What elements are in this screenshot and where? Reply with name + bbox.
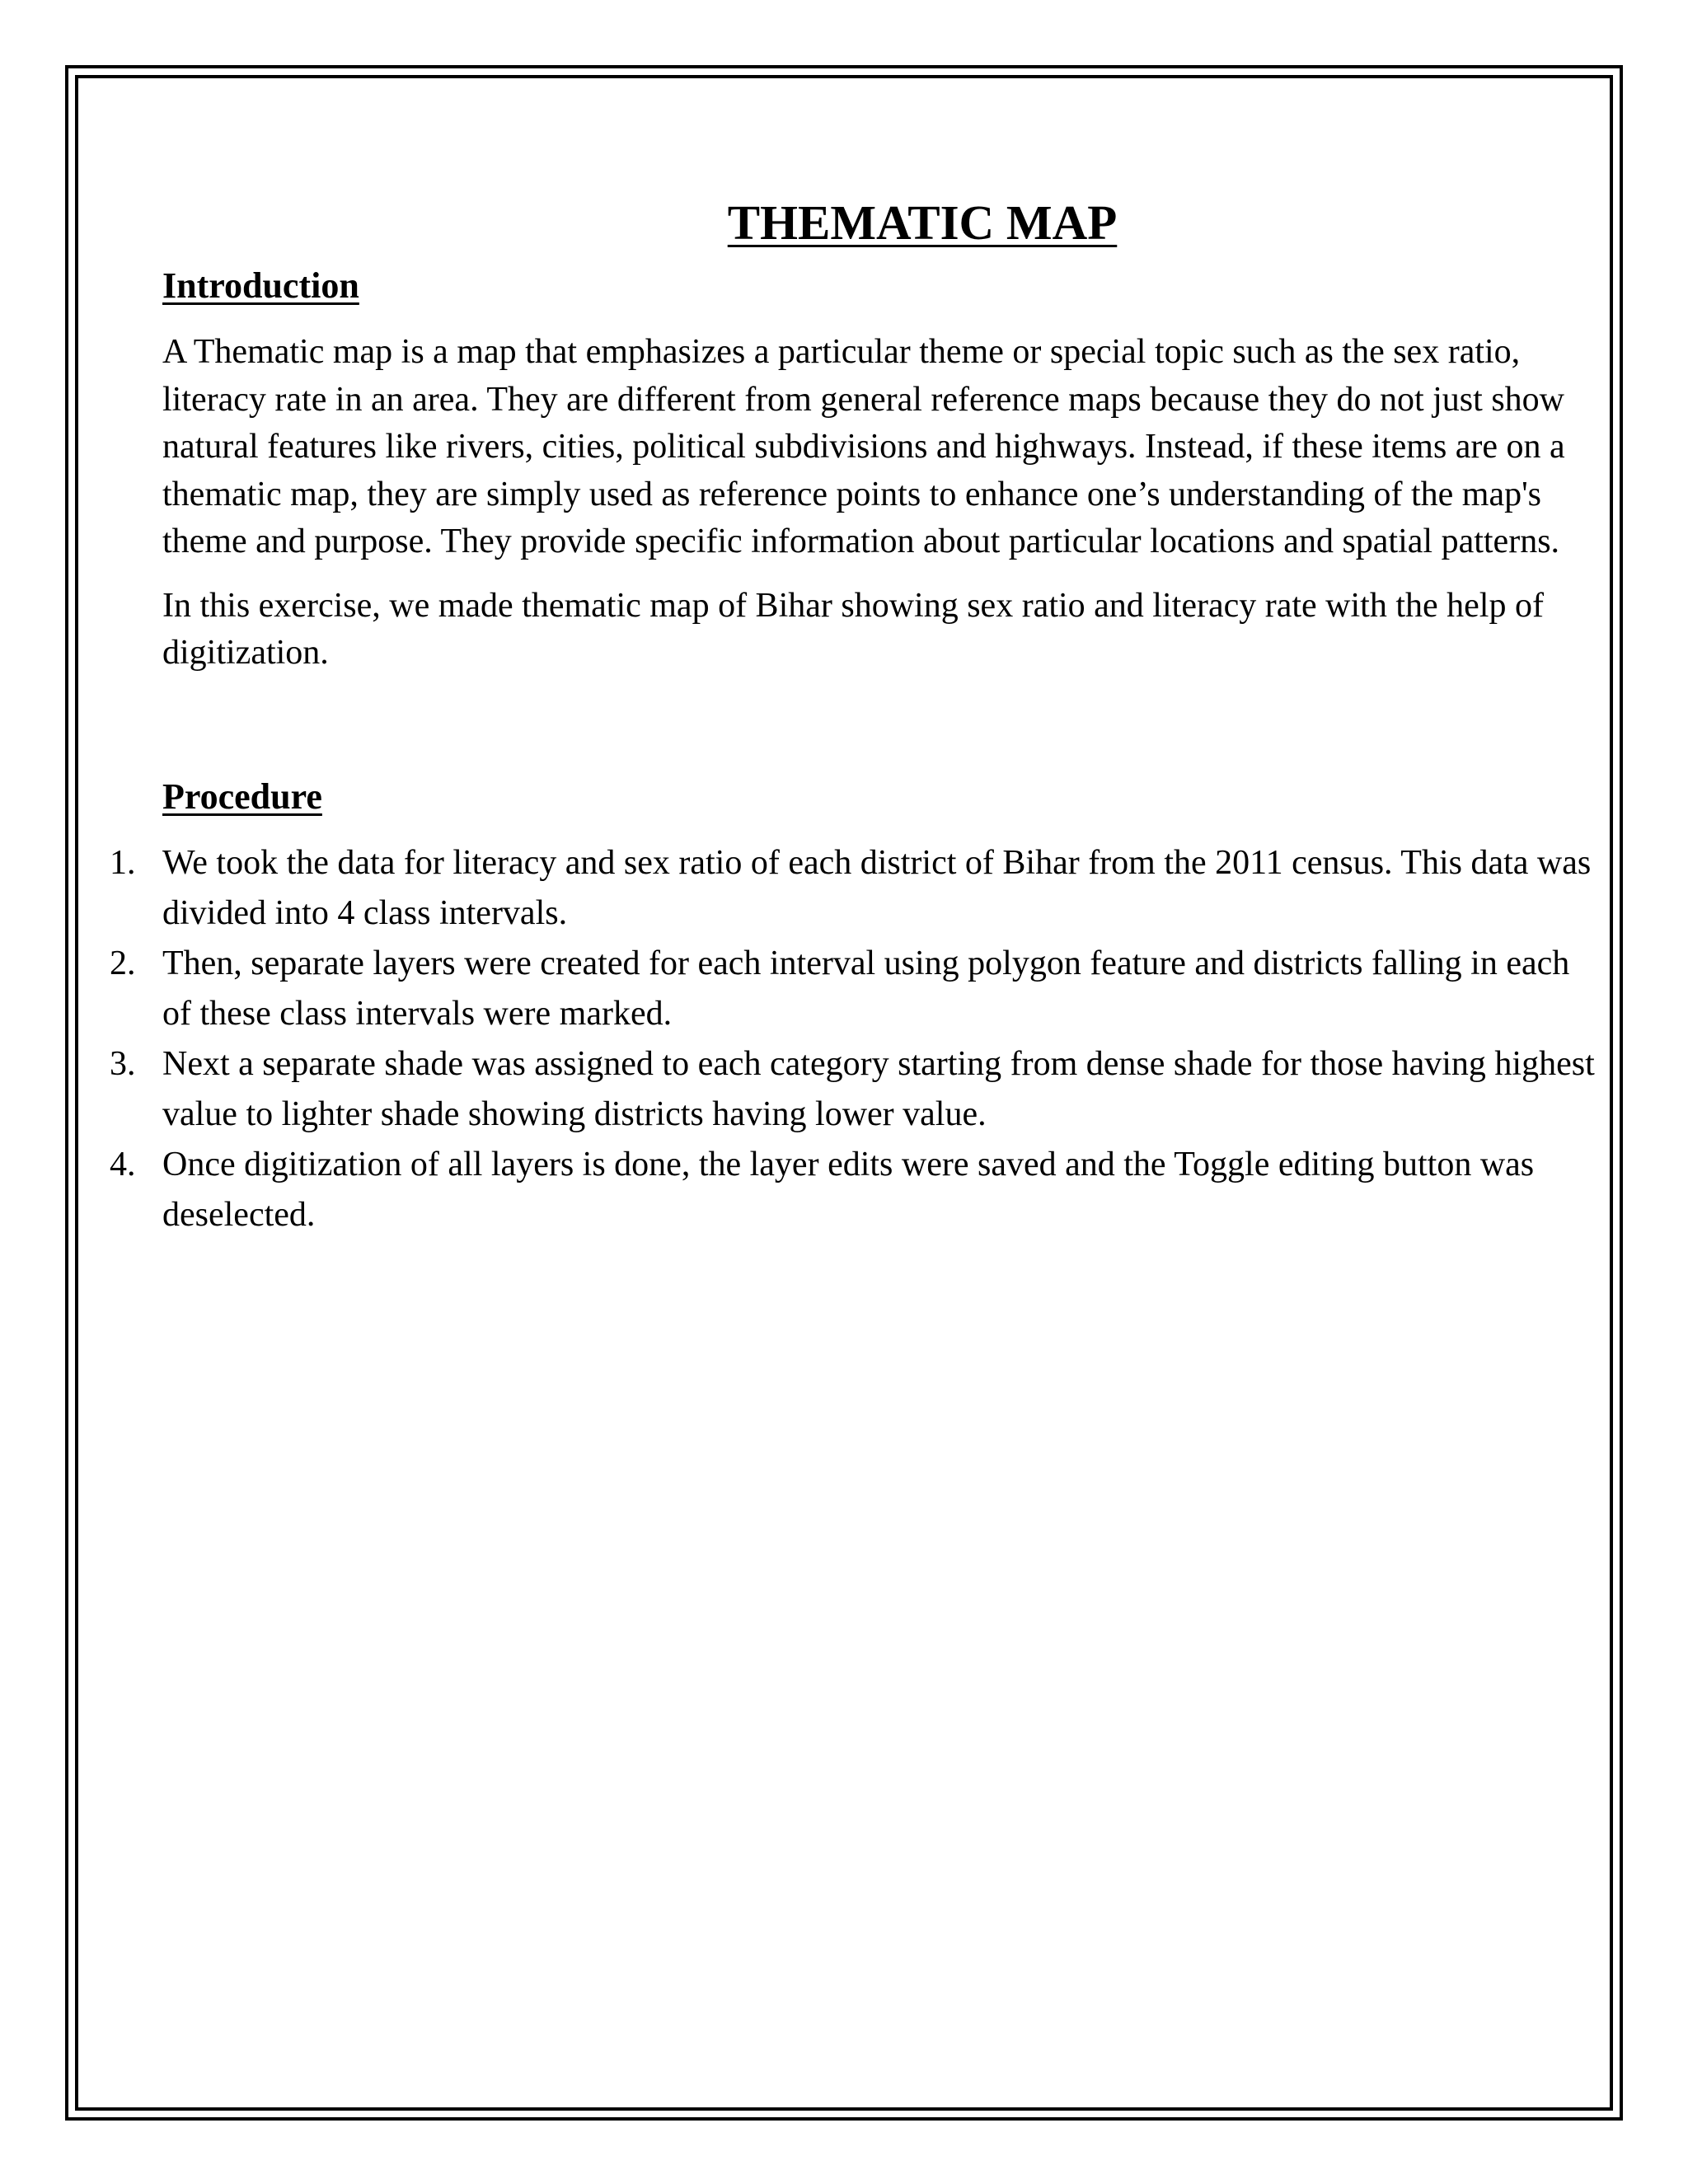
procedure-steps-list	[110, 838, 1597, 1240]
step-text: Then, separate layers were created for each interval using polygon feature and districts falling in each of these class intervals were marked.	[162, 944, 1570, 1033]
introduction-paragraph-2: In this exercise, we made thematic map of Bihar showing sex ratio and literacy rate with the help of digitization.	[162, 586, 1544, 672]
procedure-step-4	[110, 1140, 1597, 1240]
introduction-paragraph-1: A Thematic map is a map that emphasizes a particular theme or special topic such as the sex ratio, literacy rate in an area. They are different from general reference maps because they do not just show natural features like rivers, cities, political subdivisions and highways. Instead, if these items are on a thematic map, they are simply used as reference points to enhance one’s understanding of the map's theme and purpose. They provide specific information about particular locations and spatial patterns.	[162, 333, 1565, 560]
step-number: 4.	[110, 1145, 136, 1183]
step-number: 3.	[110, 1044, 136, 1083]
step-text: Next a separate shade was assigned to each category starting from dense shade for those having highest value to lighter shade showing districts having lower value.	[162, 1044, 1595, 1133]
step-number: 1.	[110, 843, 136, 882]
step-number: 2.	[110, 944, 136, 982]
step-text: We took the data for literacy and sex ratio of each district of Bihar from the 2011 census. This data was divided into 4 class intervals.	[162, 843, 1592, 932]
introduction-heading: Introduction	[162, 265, 359, 306]
step-text: Once digitization of all layers is done, the layer edits were saved and the Toggle editing button was deselected.	[162, 1145, 1535, 1234]
document-body	[110, 190, 1597, 1240]
procedure-step-2	[110, 939, 1597, 1039]
page-title: THEMATIC MAP	[727, 195, 1118, 250]
procedure-step-3	[110, 1039, 1597, 1140]
procedure-step-1	[110, 838, 1597, 939]
procedure-heading: Procedure	[162, 776, 322, 817]
